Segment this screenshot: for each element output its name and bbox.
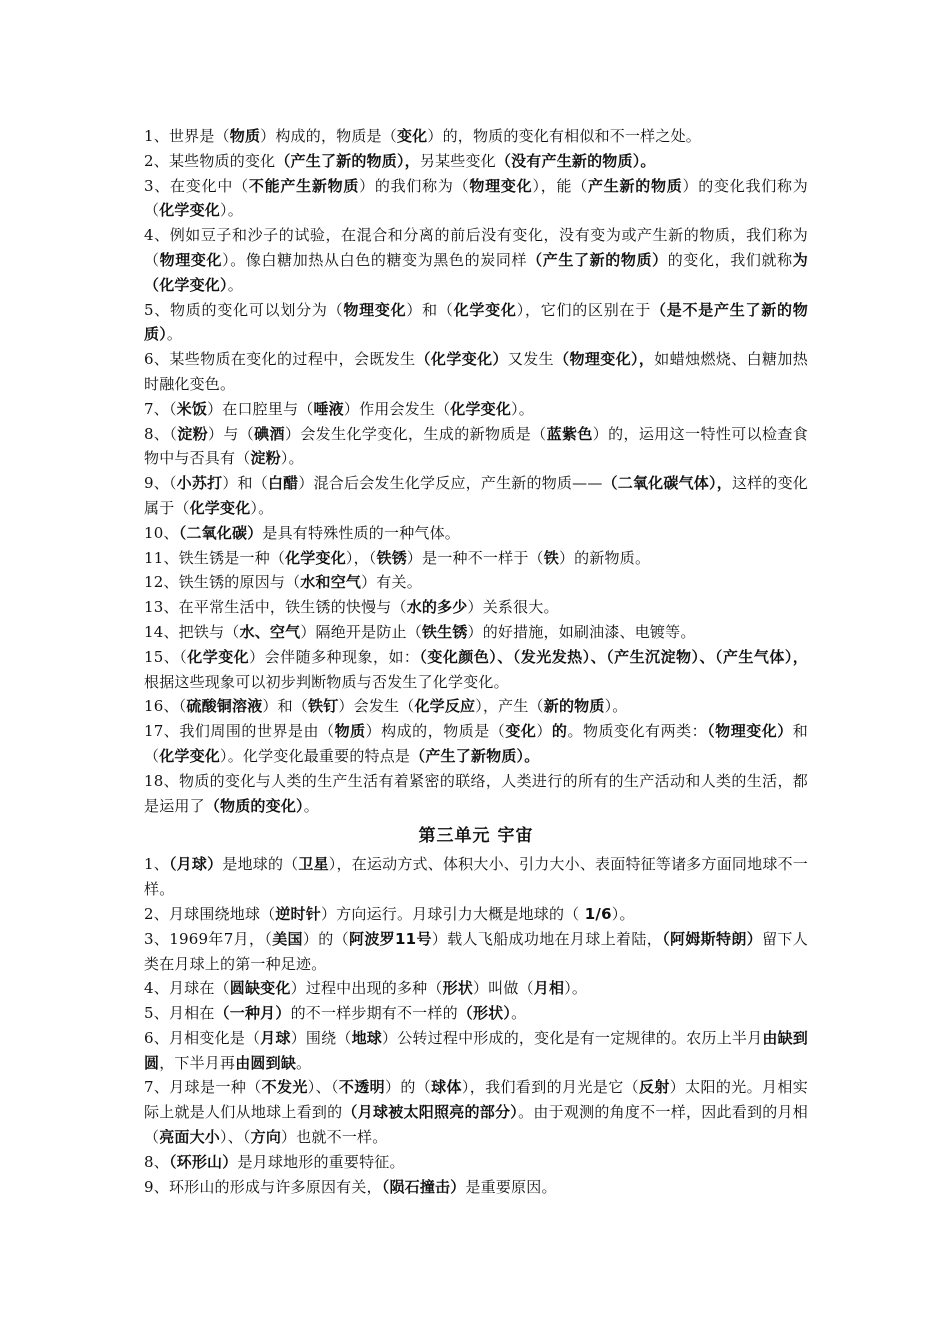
- item-text: 9、（: [144, 474, 177, 493]
- numbered-item: [144, 298, 808, 348]
- answer-text: 反射: [638, 1078, 670, 1097]
- item-text: ）、（: [220, 1128, 251, 1147]
- answer-text: 蓝紫色: [546, 424, 593, 443]
- item-text: ）。: [280, 449, 304, 468]
- item-text: ）叫做（: [472, 979, 534, 998]
- answer-text: 水、空气: [239, 622, 301, 641]
- item-text: 8、（: [144, 424, 178, 443]
- answer-text: 物理变化: [343, 300, 407, 319]
- answer-text: 方向: [250, 1128, 282, 1147]
- answer-text: 铁锈: [376, 548, 407, 567]
- item-text: ），产生（: [475, 697, 544, 716]
- item-text: ）。: [250, 498, 274, 517]
- item-text: ）关系很大。: [467, 598, 559, 617]
- item-text: ）过程中出现的多种（: [290, 979, 443, 998]
- item-text: 另某些变化: [419, 151, 496, 170]
- answer-text: （环形山）: [168, 1152, 238, 1171]
- item-text: 11、铁生锈是一种（: [144, 548, 286, 567]
- item-text: 12、铁生锈的原因与（: [144, 573, 301, 592]
- item-text: ）和（: [222, 474, 268, 493]
- item-text: ），在运动方式、体积大小、引力大小、表面特征等诸多方面同地球不一样。: [144, 855, 808, 899]
- section-universe: [144, 852, 808, 1199]
- numbered-item: [144, 769, 808, 819]
- item-text: ）。: [511, 399, 534, 418]
- answer-text: 淀粉: [177, 424, 208, 443]
- item-text: ）与（: [208, 424, 255, 443]
- answer-text: 水的多少: [406, 598, 468, 617]
- item-text: 是重要原因。: [465, 1177, 557, 1196]
- item-text: ）的新物质。: [558, 548, 651, 567]
- item-text: 根据这些现象可以初步判断物质与否发生了化学变化。: [144, 672, 509, 691]
- item-text: ，下半月再: [159, 1053, 236, 1072]
- item-text: ）在口腔里与（: [207, 399, 314, 418]
- answer-text: 月相: [533, 979, 565, 998]
- answer-text: 化学变化: [189, 498, 251, 517]
- numbered-item: [144, 471, 808, 521]
- answer-text: 圆缺变化: [229, 979, 291, 998]
- item-text: ）的，运用这一特性可以检查食物中与否具有（: [144, 424, 808, 468]
- item-text: 8、: [144, 1152, 169, 1171]
- item-text: ），（: [345, 548, 377, 567]
- answer-text: 形状: [442, 979, 473, 998]
- item-text: ）。: [611, 904, 635, 923]
- item-text: 2、月球围绕地球（: [144, 904, 276, 923]
- item-text: ）作用会发生（: [343, 399, 451, 418]
- item-text: ）。: [220, 201, 243, 220]
- answer-text: （一种月）: [214, 1004, 291, 1023]
- item-text: ）。化学变化最重要的特点是: [220, 746, 411, 765]
- item-text: 4、月球在（: [144, 979, 230, 998]
- answer-text: 物理变化: [159, 250, 223, 269]
- item-text: 这样的变化属于（: [144, 474, 808, 517]
- answer-text: 小苏打: [176, 474, 223, 493]
- answer-text: 变化: [396, 127, 428, 145]
- numbered-item: [144, 546, 808, 571]
- answer-text: 淀粉: [250, 449, 281, 468]
- answer-text: （化学变化）: [415, 350, 508, 369]
- answer-text: 1/6: [579, 904, 612, 923]
- numbered-item: [144, 1150, 808, 1175]
- item-text: ）。像白糖加热从白色的糖变为黑色的炭同样: [222, 250, 528, 269]
- numbered-item: [144, 852, 808, 902]
- item-text: 是地球的（: [222, 855, 299, 874]
- answer-text: 产生新的物质: [587, 176, 683, 195]
- item-text: ）也就不一样。: [281, 1128, 388, 1147]
- answer-text: 铁生锈: [421, 622, 468, 641]
- item-text: ）围绕（: [290, 1028, 352, 1047]
- item-text: 5、物质的变化可以划分为（: [144, 300, 344, 319]
- numbered-item: [144, 1075, 808, 1149]
- item-text: ）构成的，物质是（: [260, 127, 397, 145]
- item-text: 的变化，我们就称: [667, 250, 793, 269]
- numbered-item: [144, 223, 808, 297]
- answer-text: 物质: [334, 722, 366, 741]
- item-text: ）。: [564, 979, 588, 998]
- item-text: 16、（: [144, 697, 187, 716]
- item-text: 和（: [144, 722, 808, 765]
- numbered-item: [144, 422, 808, 472]
- answer-text: （产生了新的物质）: [527, 250, 668, 269]
- answer-text: （二氧化碳）: [178, 523, 263, 542]
- item-text: ）方向运行。月球引力大概是地球的（: [320, 904, 580, 923]
- item-text: 是月球地形的重要特征。: [237, 1152, 405, 1171]
- document-page: [144, 124, 808, 1199]
- answer-text: 化学变化: [159, 201, 221, 220]
- numbered-item: [144, 521, 808, 546]
- item-text: 4、例如豆子和沙子的试验，在混合和分离的前后没有变化，没有变为或产生新的物质，我们称为（: [144, 226, 808, 269]
- item-text: ）的（: [302, 929, 349, 948]
- answer-text: 白醋: [267, 474, 299, 493]
- answer-text: 新的物质: [543, 697, 605, 716]
- answer-text: 化学变化: [453, 300, 517, 319]
- answer-text: 不透明: [338, 1078, 385, 1097]
- item-text: 。物质变化有两类：: [567, 722, 708, 741]
- answer-text: 月球: [260, 1028, 291, 1047]
- answer-text: 唾液: [313, 399, 344, 418]
- item-text: ）载人飞船成功地在月球上着陆，: [431, 929, 663, 948]
- answer-text: （月球）: [168, 855, 223, 874]
- item-text: 。: [511, 1004, 527, 1023]
- item-text: 。由于观测的角度不一样，因此看到的月相（: [144, 1103, 808, 1147]
- item-text: ）是一种不一样于（: [406, 548, 544, 567]
- answer-text: 由缺到圆: [144, 1028, 808, 1072]
- numbered-item: [144, 976, 808, 1001]
- numbered-item: [144, 595, 808, 620]
- answer-text: 卫星: [298, 855, 329, 874]
- answer-text: 物质: [229, 127, 261, 145]
- numbered-item: [144, 1026, 808, 1076]
- item-text: ）和（: [262, 697, 309, 716]
- item-text: 2、某些物质的变化: [144, 151, 276, 170]
- item-text: ）公转过程中形成的，变化是有一定规律的。农历上半月: [382, 1028, 763, 1047]
- item-text: 6、月相变化是（: [144, 1028, 261, 1047]
- item-text: 3、1969年7月，（: [144, 929, 273, 948]
- numbered-item: [144, 719, 808, 769]
- item-text: 15、（: [144, 647, 188, 666]
- numbered-item: [144, 694, 808, 719]
- item-text: 1、世界是（: [144, 127, 230, 145]
- answer-text: 亮面大小: [159, 1128, 221, 1147]
- item-text: 1、: [144, 855, 169, 874]
- answer-text: （产生了新物质）。: [410, 746, 540, 765]
- item-text: 6、某些物质在变化的过程中，会既发生: [144, 350, 416, 369]
- answer-text: （产生了新的物质），: [275, 151, 420, 170]
- item-text: ）、（: [307, 1078, 339, 1097]
- answer-text: 的: [551, 722, 568, 741]
- item-text: ）和（: [406, 300, 454, 319]
- answer-text: 化学变化: [187, 647, 250, 666]
- item-text: 。: [296, 1053, 312, 1072]
- item-text: ），我们看到的月光是它（: [461, 1078, 639, 1097]
- item-text: ），它们的区别在于: [516, 300, 651, 319]
- numbered-item: [144, 902, 808, 927]
- numbered-item: [144, 1175, 808, 1200]
- answer-text: 物理变化: [469, 176, 533, 195]
- item-text: 5、月相在: [144, 1004, 215, 1023]
- item-text: 的不一样步期有不一样的: [290, 1004, 458, 1023]
- answer-text: 阿波罗11号: [348, 929, 432, 948]
- item-text: 10、: [144, 523, 179, 542]
- item-text: ）太阳的光。月相实际上就是人们从地球上看到的: [144, 1078, 808, 1122]
- item-text: 7、（: [144, 399, 177, 418]
- item-text: 14、把铁与（: [144, 622, 240, 641]
- item-text: 又发生: [507, 350, 555, 369]
- answer-text: （没有产生新的物质）。: [495, 151, 656, 170]
- numbered-item: [144, 397, 808, 422]
- item-text: ）。: [604, 697, 628, 716]
- numbered-item: [144, 620, 808, 645]
- item-text: 9、环形山的形成与许多原因有关，: [144, 1177, 382, 1196]
- answer-text: 水和空气: [300, 573, 362, 592]
- item-text: ）有关。: [361, 573, 422, 592]
- numbered-item: [144, 1001, 808, 1026]
- item-text: 是具有特殊性质的一种气体。: [262, 523, 460, 542]
- item-text: ）混合后会发生化学反应，产生新的物质——: [298, 474, 603, 493]
- item-text: 18、物质的变化与人类的生产生活有着紧密的联络，人类进行的所有的生产活动和人类的生活，都是运用了: [144, 771, 808, 815]
- answer-text: （陨石撞击）: [381, 1177, 466, 1196]
- answer-text: 碘酒: [254, 424, 285, 443]
- answer-text: （阿姆斯特朗）: [662, 929, 763, 948]
- answer-text: 不能产生新物质: [248, 176, 360, 195]
- answer-text: 变化: [505, 722, 537, 741]
- answer-text: 逆时针: [275, 904, 321, 923]
- numbered-item: [144, 645, 808, 695]
- item-text: 7、月球是一种（: [144, 1078, 262, 1097]
- answer-text: 美国: [272, 929, 303, 948]
- answer-text: 球体: [431, 1078, 462, 1097]
- answer-text: （二氧化碳气体），: [602, 474, 732, 493]
- section-title-universe: 第三单元 宇宙: [418, 826, 534, 847]
- item-text: ）: [536, 722, 552, 741]
- answer-text: （物质的变化）: [204, 796, 304, 815]
- item-text: 17、我们周围的世界是由（: [144, 722, 335, 741]
- answer-text: 由圆到缺: [235, 1053, 297, 1072]
- answer-text: （形状）: [457, 1004, 512, 1023]
- numbered-item: [144, 927, 808, 977]
- answer-text: 铁: [543, 548, 559, 567]
- answer-text: 不发光: [261, 1078, 308, 1097]
- item-text: ）会伴随多种现象，如：: [249, 647, 420, 666]
- item-text: ）会发生（: [338, 697, 415, 716]
- numbered-item: [144, 124, 808, 149]
- item-text: 。: [227, 275, 243, 294]
- answer-text: （物理变化），: [554, 350, 655, 369]
- item-text: ）的好措施，如刷油漆、电镀等。: [467, 622, 696, 641]
- answer-text: 地球: [351, 1028, 382, 1047]
- answer-text: 化学变化: [159, 746, 221, 765]
- item-text: ）构成的，物质是（: [365, 722, 506, 741]
- item-text: 留下人类在月球上的第一种足迹。: [144, 929, 808, 973]
- answer-text: （变化颜色）、（发光发热）、（产生沉淀物）、（产生气体），: [419, 647, 809, 666]
- item-text: ）的（: [385, 1078, 432, 1097]
- answer-text: 硫酸铜溶液: [186, 697, 263, 716]
- item-text: ）的，物质的变化有相似和不一样之处。: [427, 127, 701, 145]
- item-text: 。: [303, 796, 319, 815]
- answer-text: 为（化学变化）: [144, 250, 808, 294]
- item-text: ）隔绝开是防止（: [300, 622, 422, 641]
- answer-text: （是不是产生了新的物质）: [144, 300, 808, 344]
- numbered-item: [144, 174, 808, 224]
- answer-text: 化学变化: [285, 548, 346, 567]
- answer-text: 铁钉: [308, 697, 339, 716]
- answer-text: （物理变化）: [707, 722, 793, 741]
- item-text: ）的我们称为（: [359, 176, 470, 195]
- item-text: 。: [166, 325, 183, 344]
- item-text: ）的变化我们称为（: [144, 176, 808, 220]
- item-text: ）会发生化学变化，生成的新物质是（: [284, 424, 547, 443]
- item-text: 13、在平常生活中，铁生锈的快慢与（: [144, 598, 407, 617]
- answer-text: 米饭: [176, 399, 208, 418]
- section-material-change: [144, 124, 808, 818]
- item-text: 3、在变化中（: [144, 176, 249, 195]
- answer-text: 化学变化: [450, 399, 512, 418]
- numbered-item: [144, 347, 808, 397]
- numbered-item: [144, 149, 808, 174]
- item-text: 如蜡烛燃烧、白糖加热时融化变色。: [144, 350, 808, 393]
- numbered-item: [144, 570, 808, 595]
- item-text: ），能（: [532, 176, 588, 195]
- answer-text: 化学反应: [414, 697, 476, 716]
- answer-text: （月球被太阳照亮的部分）: [342, 1103, 519, 1122]
